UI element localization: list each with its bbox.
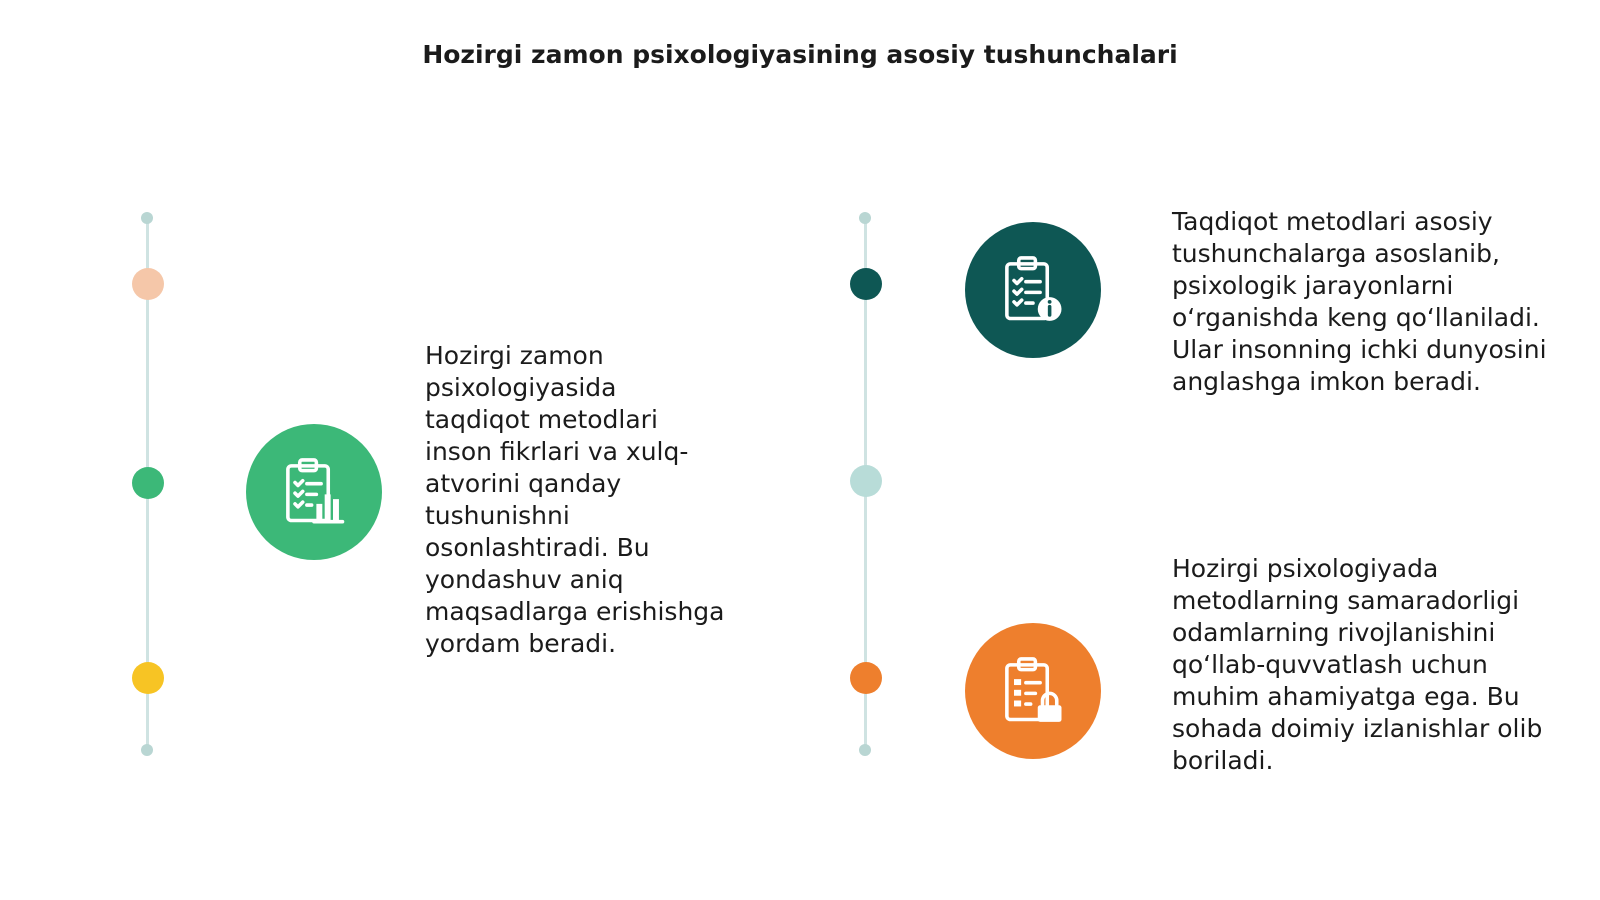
right-marker-orange [850,662,882,694]
right-marker-dark-teal [850,268,882,300]
description-2: Taqdiqot metodlari asosiy tushunchalarga asoslanib, psixologik jarayonlarni oʻrganishda keng qoʻllaniladi. Ular insonning ichki dunyosini anglashga imkon beradi. [1172,207,1547,396]
clipboard-lock-icon-circle [965,623,1101,759]
left-marker-yellow [132,662,164,694]
right-timeline-start-dot [859,212,871,224]
description-1: Hozirgi zamon psixologiyasida taqdiqot metodlari inson fikrlari va xulq-atvorini qanday tushunishni osonlashtiradi. Bu yondashuv aniq maqsadlarga erishishga yordam beradi. [425,341,725,658]
clipboard-lock-icon [995,653,1071,729]
left-timeline-start-dot [141,212,153,224]
left-marker-peach [132,268,164,300]
description-3: Hozirgi psixologiyada metodlarning samaradorligi odamlarning rivojlanishini qoʻllab-quvvatlash uchun muhim ahamiyatga ega. Bu sohada doimiy izlanishlar olib boriladi. [1172,554,1543,775]
left-timeline-end-dot [141,744,153,756]
right-timeline-end-dot [859,744,871,756]
clipboard-info-icon-circle [965,222,1101,358]
clipboard-info-icon [995,252,1071,328]
page-title: Hozirgi zamon psixologiyasining asosiy tushunchalari [422,40,1178,69]
left-marker-green [132,467,164,499]
right-marker-light-teal [850,465,882,497]
clipboard-chart-icon-circle [246,424,382,560]
clipboard-chart-icon [276,454,352,530]
